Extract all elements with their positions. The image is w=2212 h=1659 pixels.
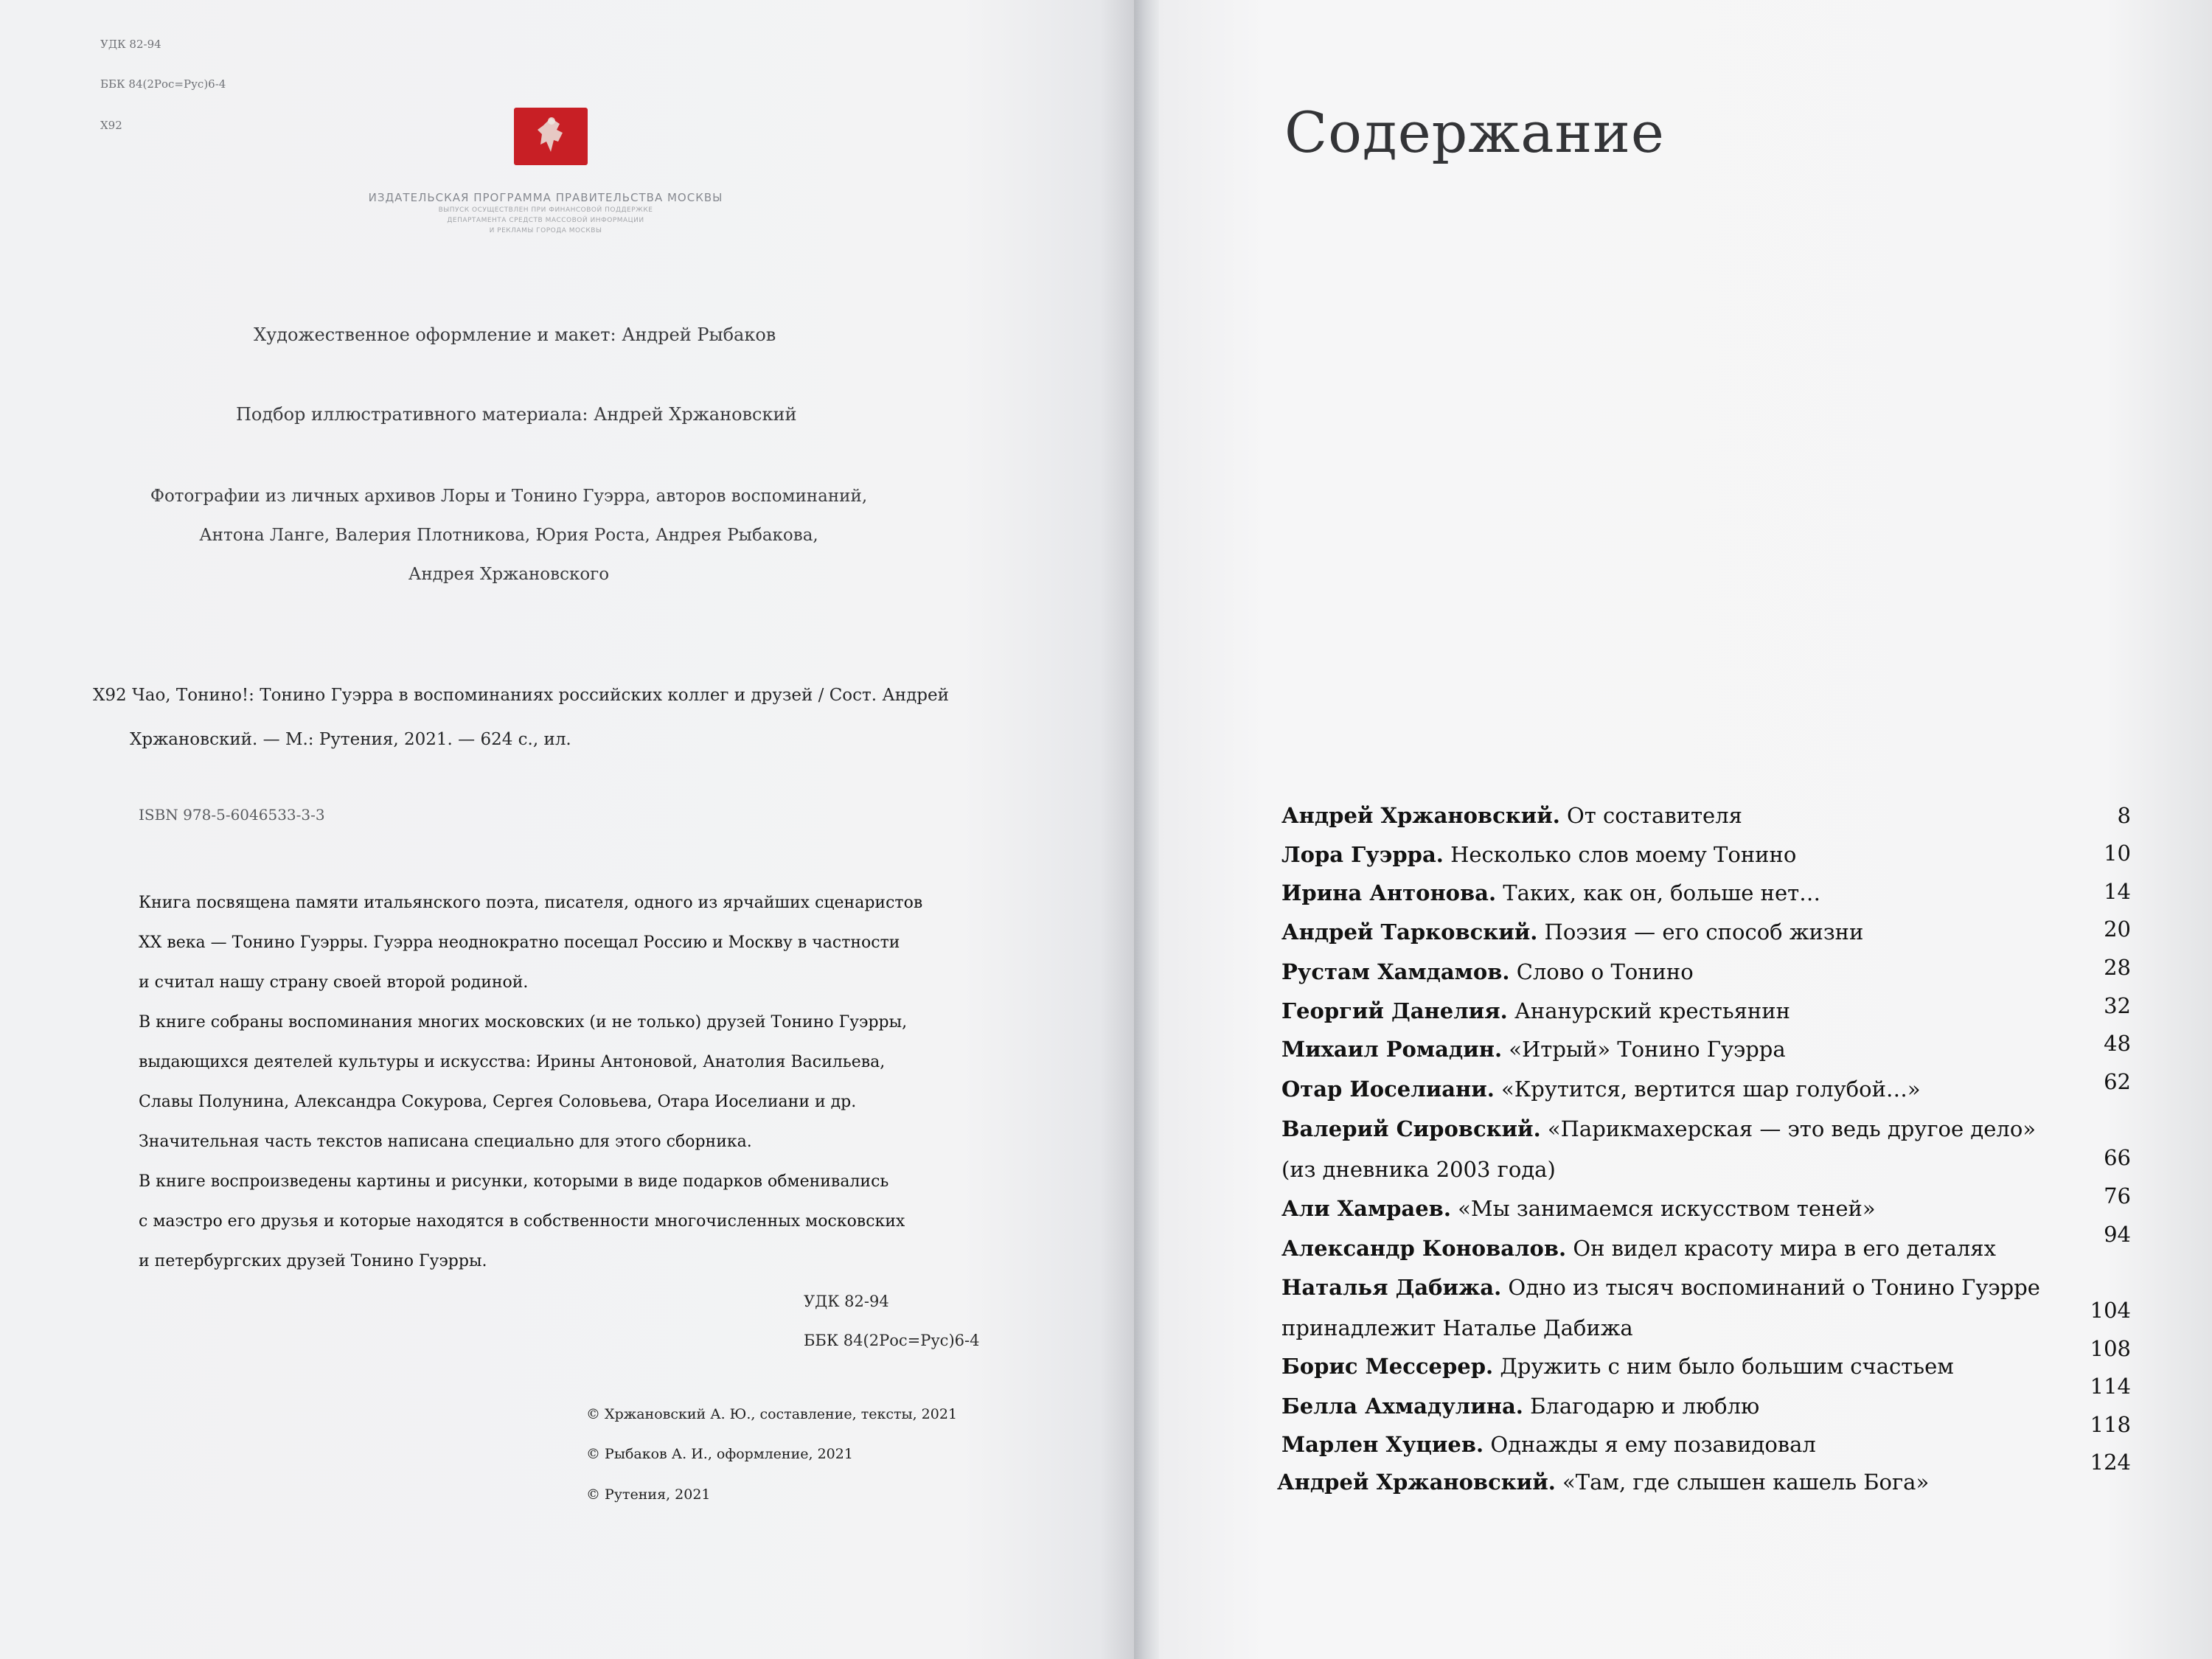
photo-credit-line: Антона Ланге, Валерия Плотникова, Юрия Роста, Андрея Рыбакова, bbox=[199, 526, 818, 545]
toc-page-number: 28 bbox=[2104, 955, 2131, 980]
toc-entry-continuation: (из дневника 2003 года) bbox=[1281, 1157, 1556, 1182]
toc-entry[interactable] bbox=[1281, 998, 1790, 1023]
toc-author: Михаил Ромадин. bbox=[1281, 1037, 1503, 1062]
toc-entry[interactable] bbox=[1277, 1470, 1929, 1495]
isbn: ISBN 978-5-6046533-3-3 bbox=[139, 806, 325, 824]
toc-entry-continuation: принадлежит Наталье Дабижа bbox=[1281, 1315, 1633, 1340]
annotation bbox=[139, 883, 1009, 1281]
toc-title: Одно из тысяч воспоминаний о Тонино Гуэрре bbox=[1508, 1275, 2040, 1300]
toc-entry[interactable] bbox=[1281, 1275, 2040, 1300]
toc-entry[interactable] bbox=[1281, 880, 1820, 905]
annotation-line: Славы Полунина, Александра Сокурова, Сергея Соловьева, Отара Иоселиани и др. bbox=[139, 1093, 857, 1111]
toc-author: Александр Коновалов. bbox=[1281, 1236, 1567, 1261]
toc-author: Белла Ахмадулина. bbox=[1281, 1394, 1523, 1419]
toc-entry[interactable] bbox=[1281, 1116, 2036, 1141]
publishing-program-block bbox=[295, 190, 796, 236]
toc-page-number: 14 bbox=[2104, 879, 2131, 904]
toc-author: Валерий Сировский. bbox=[1281, 1116, 1541, 1141]
toc-author: Андрей Тарковский. bbox=[1281, 919, 1538, 945]
toc-author: Рустам Хамдамов. bbox=[1281, 959, 1510, 984]
annotation-line: Книга посвящена памяти итальянского поэта, писателя, одного из ярчайших сценаристов bbox=[139, 894, 923, 912]
toc-entry[interactable] bbox=[1281, 919, 1863, 945]
annotation-line: В книге собраны воспоминания многих московских (и не только) друзей Тонино Гуэрры, bbox=[139, 1013, 908, 1032]
toc-title: Ананурский крестьянин bbox=[1514, 998, 1790, 1023]
toc-author: Наталья Дабижа. bbox=[1281, 1275, 1502, 1300]
photo-credit-line: Фотографии из личных архивов Лоры и Тонино Гуэрра, авторов воспоминаний, bbox=[150, 487, 868, 506]
bbk-footer: ББК 84(2Рос=Рус)6-4 bbox=[804, 1332, 980, 1349]
toc-page-number: 32 bbox=[2104, 993, 2131, 1018]
toc-page-number: 124 bbox=[2090, 1450, 2131, 1475]
toc-entry[interactable] bbox=[1281, 1236, 1996, 1261]
toc-page-number: 76 bbox=[2104, 1183, 2131, 1208]
toc-title: Дружить с ним было большим счастьем bbox=[1500, 1354, 1954, 1379]
toc-author: Отар Иоселиани. bbox=[1281, 1077, 1495, 1102]
toc-author: Андрей Хржановский. bbox=[1277, 1470, 1556, 1495]
toc-author: Лора Гуэрра. bbox=[1281, 842, 1444, 867]
toc-page-number: 66 bbox=[2104, 1145, 2131, 1170]
toc-entry[interactable] bbox=[1281, 1394, 1759, 1419]
toc-page-number: 104 bbox=[2090, 1298, 2131, 1323]
toc-page-number: 10 bbox=[2104, 841, 2131, 866]
toc-page-number: 20 bbox=[2104, 917, 2131, 942]
toc-page-number: 94 bbox=[2104, 1222, 2131, 1247]
toc-page-number: 108 bbox=[2090, 1336, 2131, 1361]
copyright-line: © Рутения, 2021 bbox=[586, 1486, 711, 1503]
toc-title: Таких, как он, больше нет… bbox=[1503, 880, 1821, 905]
right-page bbox=[1159, 0, 2212, 1659]
annotation-line: XX века — Тонино Гуэрры. Гуэрра неоднократно посещал Россию и Москву в частности bbox=[139, 933, 900, 952]
annotation-line: и считал нашу страну своей второй родиной. bbox=[139, 973, 529, 992]
illustration-credit: Подбор иллюстративного материала: Андрей Хржановский bbox=[236, 404, 797, 425]
annotation-line: В книге воспроизведены картины и рисунки, которыми в виде подарков обменивались bbox=[139, 1172, 889, 1191]
toc-entry[interactable] bbox=[1281, 803, 1742, 828]
toc-page-number: 118 bbox=[2090, 1412, 2131, 1437]
photo-credit-line: Андрея Хржановского bbox=[408, 565, 610, 584]
udk-header: УДК 82-94 bbox=[100, 38, 161, 51]
toc-title: «Крутится, вертится шар голубой…» bbox=[1501, 1077, 1921, 1102]
copyright-line: © Рыбаков А. И., оформление, 2021 bbox=[586, 1446, 853, 1462]
toc-title: «Там, где слышен кашель Бога» bbox=[1562, 1470, 1930, 1495]
toc-entry[interactable] bbox=[1281, 1196, 1876, 1221]
toc-title: «Парикмахерская — это ведь другое дело» bbox=[1547, 1116, 2037, 1141]
toc-entry[interactable] bbox=[1281, 1077, 1921, 1102]
annotation-line: с маэстро его друзья и которые находятся в собственности многочисленных московских bbox=[139, 1212, 905, 1231]
toc-author: Андрей Хржановский. bbox=[1281, 803, 1560, 828]
toc-entry[interactable] bbox=[1281, 959, 1694, 984]
toc-heading: Содержание bbox=[1284, 100, 1665, 165]
toc-entry[interactable] bbox=[1281, 1354, 1954, 1379]
toc-author: Георгий Данелия. bbox=[1281, 998, 1508, 1023]
toc-author: Марлен Хуциев. bbox=[1281, 1432, 1484, 1457]
toc-author: Ирина Антонова. bbox=[1281, 880, 1497, 905]
toc-author: Али Хамраев. bbox=[1281, 1196, 1451, 1221]
toc-page-number: 114 bbox=[2090, 1374, 2131, 1399]
toc-title: Поэзия — его способ жизни bbox=[1544, 919, 1864, 945]
toc-page-number: 62 bbox=[2104, 1069, 2131, 1094]
catalog-entry-line: Х92 Чао, Тонино!: Тонино Гуэрра в воспоминаниях российских коллег и друзей / Сост. Андрей bbox=[93, 686, 949, 705]
toc-title: Он видел красоту мира в его деталях bbox=[1573, 1236, 1996, 1261]
program-subline: ВЫПУСК ОСУЩЕСТВЛЕН ПРИ ФИНАНСОВОЙ ПОДДЕРЖКЕ bbox=[438, 206, 653, 214]
toc-title: Однажды я ему позавидовал bbox=[1490, 1432, 1816, 1457]
program-title: ИЗДАТЕЛЬСКАЯ ПРОГРАММА ПРАВИТЕЛЬСТВА МОСКВЫ bbox=[368, 191, 723, 204]
toc-entry[interactable] bbox=[1281, 1037, 1786, 1062]
book-gutter bbox=[1134, 0, 1159, 1659]
toc-title: «Итрый» Тонино Гуэрра bbox=[1509, 1037, 1786, 1062]
catalog-entry-line: Хржановский. — М.: Рутения, 2021. — 624 с., ил. bbox=[130, 730, 571, 749]
moscow-coat-of-arms-icon bbox=[514, 108, 588, 165]
annotation-line: выдающихся деятелей культуры и искусства: Ирины Антоновой, Анатолия Васильева, bbox=[139, 1053, 886, 1071]
annotation-line: Значительная часть текстов написана специально для этого сборника. bbox=[139, 1133, 752, 1151]
toc-entry[interactable] bbox=[1281, 1432, 1816, 1457]
toc-title: От составителя bbox=[1567, 803, 1742, 828]
toc-title: Несколько слов моему Тонино bbox=[1450, 842, 1797, 867]
index-header: Х92 bbox=[100, 119, 122, 132]
toc-title: Слово о Тонино bbox=[1516, 959, 1694, 984]
udk-footer: УДК 82-94 bbox=[804, 1293, 889, 1310]
toc-title: «Мы занимаемся искусством теней» bbox=[1458, 1196, 1876, 1221]
design-credit: Художественное оформление и макет: Андрей Рыбаков bbox=[254, 324, 776, 345]
copyright-line: © Хржановский А. Ю., составление, тексты, 2021 bbox=[586, 1406, 958, 1422]
program-subline: И РЕКЛАМЫ ГОРОДА МОСКВЫ bbox=[489, 227, 602, 234]
toc-title: Благодарю и люблю bbox=[1530, 1394, 1760, 1419]
program-subline: ДЕПАРТАМЕНТА СРЕДСТВ МАССОВОЙ ИНФОРМАЦИИ bbox=[447, 217, 644, 224]
bbk-header: ББК 84(2Рос=Рус)6-4 bbox=[100, 77, 226, 91]
annotation-line: и петербургских друзей Тонино Гуэрры. bbox=[139, 1252, 487, 1270]
toc-entry[interactable] bbox=[1281, 842, 1796, 867]
toc-page-number: 8 bbox=[2117, 803, 2131, 828]
toc-page-number: 48 bbox=[2104, 1031, 2131, 1056]
toc-author: Борис Мессерер. bbox=[1281, 1354, 1494, 1379]
